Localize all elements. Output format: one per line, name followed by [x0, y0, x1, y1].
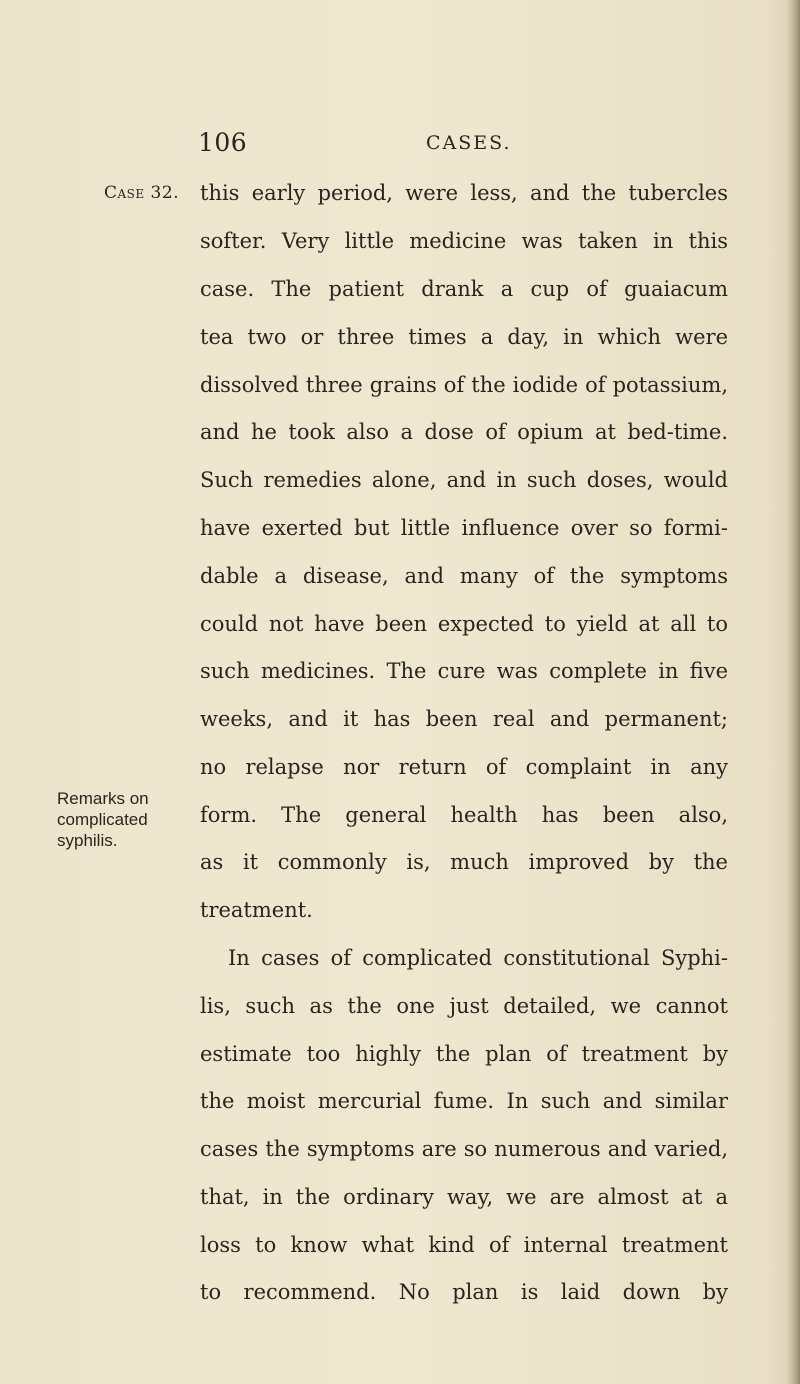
- text-line: lis, such as the one just detailed, we cannot: [200, 994, 728, 1018]
- text-line: this early period, were less, and the tubercles: [200, 181, 728, 205]
- page-number: 106: [198, 128, 248, 157]
- text-line: cases the symptoms are so numerous and varied,: [200, 1137, 728, 1161]
- page-edge-shadow: [786, 0, 800, 1384]
- text-line: as it commonly is, much improved by the: [200, 850, 728, 874]
- text-line: softer. Very little medicine was taken in this: [200, 229, 728, 253]
- running-title: CASES.: [426, 132, 512, 154]
- text-line: and he took also a dose of opium at bed-time.: [200, 420, 728, 444]
- text-line: dable a disease, and many of the symptoms: [200, 564, 728, 588]
- margin-note-line: complicated: [57, 810, 148, 829]
- text-line: estimate too highly the plan of treatment by: [200, 1042, 728, 1066]
- text-line: dissolved three grains of the iodide of potassium,: [200, 373, 728, 397]
- text-line: weeks, and it has been real and permanent;: [200, 707, 728, 731]
- case-label: Case 32.: [104, 183, 180, 203]
- text-line: the moist mercurial fume. In such and similar: [200, 1089, 728, 1113]
- text-line: that, in the ordinary way, we are almost at a: [200, 1185, 728, 1209]
- text-line: could not have been expected to yield at all to: [200, 612, 728, 636]
- text-line: have exerted but little influence over so formi-: [200, 516, 728, 540]
- text-line: Such remedies alone, and in such doses, would: [200, 468, 728, 492]
- text-line: form. The general health has been also,: [200, 803, 728, 827]
- text-line: such medicines. The cure was complete in five: [200, 659, 728, 683]
- text-line: to recommend. No plan is laid down by: [200, 1280, 728, 1304]
- margin-note-line: syphilis.: [57, 831, 118, 850]
- text-line: no relapse nor return of complaint in any: [200, 755, 728, 779]
- text-line: tea two or three times a day, in which were: [200, 325, 728, 349]
- text-line: case. The patient drank a cup of guaiacum: [200, 277, 728, 301]
- text-line: In cases of complicated constitutional Syphi-: [228, 946, 728, 970]
- text-line: loss to know what kind of internal treatment: [200, 1233, 728, 1257]
- text-line: treatment.: [200, 898, 313, 922]
- page-header: [0, 128, 800, 168]
- margin-note-line: Remarks on: [57, 789, 149, 808]
- margin-note: [57, 788, 177, 851]
